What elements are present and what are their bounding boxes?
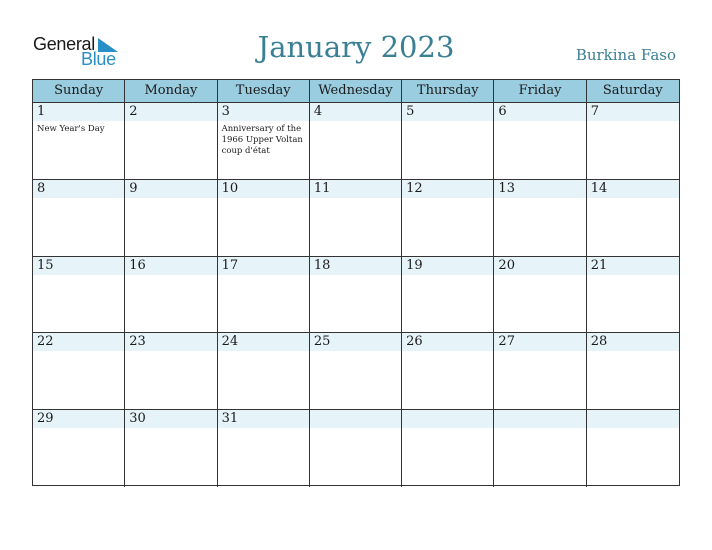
day-number: 7 xyxy=(590,104,599,119)
calendar-weeks xyxy=(33,103,679,487)
weekday-tuesday: Tuesday xyxy=(218,80,310,102)
day-number: 3 xyxy=(221,104,230,119)
weekday-sunday: Sunday xyxy=(33,80,125,102)
day-number: 16 xyxy=(129,257,146,273)
day-number: 4 xyxy=(313,104,323,119)
day-cell[interactable] xyxy=(494,257,586,333)
day-cell[interactable] xyxy=(402,333,494,409)
day-cell[interactable] xyxy=(494,180,586,256)
day-cell[interactable] xyxy=(310,333,402,409)
day-cell[interactable] xyxy=(587,257,679,333)
day-cell[interactable] xyxy=(33,333,125,409)
holiday-label xyxy=(494,274,585,278)
day-number: 29 xyxy=(37,411,54,427)
day-cell[interactable] xyxy=(33,257,125,333)
holiday-label xyxy=(33,274,124,278)
logo-word-general: General xyxy=(33,34,95,54)
day-cell[interactable] xyxy=(494,103,586,179)
day-cell[interactable] xyxy=(33,103,125,179)
day-cell[interactable] xyxy=(310,180,402,256)
holiday-label xyxy=(218,427,309,431)
holiday-label xyxy=(494,350,585,354)
day-cell[interactable] xyxy=(402,103,494,179)
holiday-label xyxy=(402,120,493,124)
holiday-label xyxy=(218,197,309,201)
holiday-label xyxy=(218,274,309,278)
day-cell[interactable] xyxy=(587,333,679,409)
day-cell[interactable] xyxy=(587,103,679,179)
calendar-grid xyxy=(32,79,680,486)
holiday-label xyxy=(125,350,216,354)
day-cell[interactable] xyxy=(125,333,217,409)
calendar-week xyxy=(33,103,679,180)
day-cell[interactable] xyxy=(125,410,217,487)
holiday-label xyxy=(125,120,216,124)
day-cell[interactable] xyxy=(587,180,679,256)
holiday-label xyxy=(402,350,493,354)
holiday-label xyxy=(587,350,679,354)
day-cell[interactable] xyxy=(33,180,125,256)
day-number: 27 xyxy=(498,334,515,350)
holiday-label xyxy=(125,197,216,201)
holiday-label xyxy=(494,120,585,124)
day-number: 12 xyxy=(406,180,423,196)
day-number: 17 xyxy=(221,257,239,273)
day-cell[interactable] xyxy=(494,410,586,487)
holiday-label xyxy=(587,120,679,124)
holiday-label xyxy=(33,427,124,431)
weekday-saturday: Saturday xyxy=(602,83,663,98)
day-cell[interactable] xyxy=(218,103,310,179)
holiday-label xyxy=(402,197,493,201)
country-label: Burkina Faso xyxy=(575,46,676,64)
holiday-label xyxy=(33,350,124,354)
holiday-label xyxy=(310,274,401,278)
day-cell[interactable] xyxy=(310,410,402,487)
holiday-label xyxy=(494,197,585,201)
day-cell[interactable] xyxy=(218,257,310,333)
holiday-label xyxy=(402,274,493,278)
weekday-thursday: Thursday xyxy=(402,80,494,102)
day-number: 9 xyxy=(129,180,138,196)
day-number: 10 xyxy=(221,180,239,196)
holiday-label: Anniversary of the 1966 Upper Voltan coup d'état xyxy=(221,124,303,156)
holiday-label xyxy=(310,120,401,124)
day-number: 2 xyxy=(129,104,138,119)
day-cell[interactable] xyxy=(125,257,217,333)
holiday-label xyxy=(402,411,493,415)
weekday-header xyxy=(33,80,679,103)
day-cell[interactable] xyxy=(402,180,494,256)
weekday-friday: Friday xyxy=(494,80,586,102)
day-cell[interactable] xyxy=(125,103,217,179)
calendar-week xyxy=(33,257,679,334)
day-cell[interactable] xyxy=(587,410,679,487)
day-number: 22 xyxy=(37,334,54,350)
day-cell[interactable] xyxy=(125,180,217,256)
day-cell[interactable] xyxy=(218,180,310,256)
day-cell[interactable] xyxy=(218,333,310,409)
day-cell[interactable] xyxy=(33,410,125,487)
weekday-wednesday: Wednesday xyxy=(310,80,402,102)
holiday-label xyxy=(218,350,309,354)
day-number: 30 xyxy=(129,411,146,427)
holiday-label xyxy=(125,427,216,431)
holiday-label xyxy=(494,411,585,415)
holiday-label xyxy=(33,197,124,201)
holiday-label xyxy=(310,350,401,354)
weekday-monday: Monday xyxy=(125,80,217,102)
day-number: 23 xyxy=(129,334,146,350)
day-number: 28 xyxy=(590,334,608,350)
holiday-label xyxy=(587,274,679,278)
day-cell[interactable] xyxy=(310,103,402,179)
day-number: 21 xyxy=(590,257,608,273)
calendar-title: January 2023 xyxy=(257,30,455,64)
day-number: 31 xyxy=(221,411,239,427)
day-number: 8 xyxy=(37,180,46,196)
calendar-week xyxy=(33,410,679,487)
holiday-label xyxy=(587,197,679,201)
day-cell[interactable] xyxy=(402,257,494,333)
day-cell[interactable] xyxy=(218,410,310,487)
day-cell[interactable] xyxy=(310,257,402,333)
day-number: 1 xyxy=(37,104,46,119)
day-number: 26 xyxy=(406,334,423,350)
day-number: 11 xyxy=(313,180,331,196)
day-number: 20 xyxy=(498,257,515,273)
calendar-week xyxy=(33,180,679,257)
day-number: 25 xyxy=(313,334,331,350)
day-number: 24 xyxy=(221,334,239,350)
logo-word-blue: Blue xyxy=(81,49,116,69)
day-number: 14 xyxy=(590,180,608,196)
holiday-label: New Year's Day xyxy=(37,124,105,134)
holiday-label xyxy=(125,274,216,278)
holiday-label xyxy=(310,197,401,201)
day-number: 13 xyxy=(498,180,515,196)
day-number: 18 xyxy=(313,257,331,273)
holiday-label xyxy=(310,411,401,415)
calendar-week xyxy=(33,333,679,410)
day-number: 5 xyxy=(406,104,415,119)
day-number: 15 xyxy=(37,257,54,273)
day-number: 19 xyxy=(406,257,423,273)
holiday-label xyxy=(587,411,679,415)
day-number: 6 xyxy=(498,104,507,119)
day-cell[interactable] xyxy=(402,410,494,487)
day-cell[interactable] xyxy=(494,333,586,409)
